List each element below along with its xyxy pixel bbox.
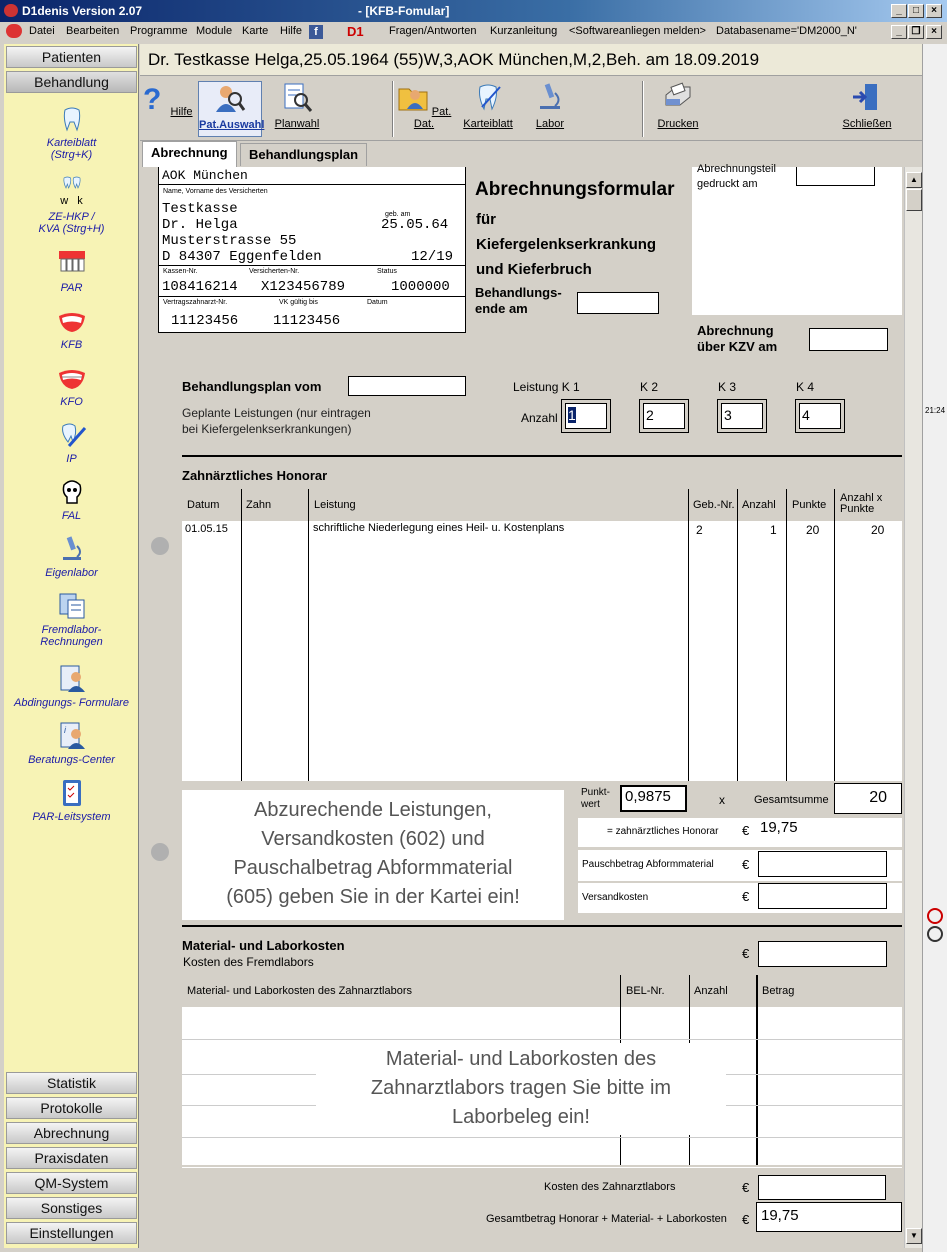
punktwert-label: Punkt- wert [581, 787, 610, 810]
gesamtsumme-value: 20 [834, 783, 902, 814]
punch-hole-icon [151, 537, 169, 555]
consultant-icon [57, 721, 87, 751]
pauschal-input[interactable] [758, 851, 887, 877]
k3-value: 3 [721, 403, 763, 429]
sidebar-item-par[interactable]: PAR [4, 249, 139, 294]
menu-programme[interactable]: Programme [130, 25, 188, 37]
versand-label: Versandkosten [582, 892, 649, 903]
row-punkte: 20 [806, 523, 820, 537]
card-status-label: Status [377, 268, 397, 275]
col-datum: Datum [187, 499, 220, 511]
sidebar-patienten-button[interactable]: Patienten [6, 46, 137, 68]
euro-sign-5: € [742, 1180, 750, 1195]
toolbar-separator-2 [642, 81, 644, 137]
skull-icon [57, 477, 87, 507]
braces-mouth-icon [57, 363, 87, 393]
menu-fragen[interactable]: Fragen/Antworten [389, 25, 477, 37]
sidebar-item-beratungs[interactable]: i Beratungs-Center [4, 721, 139, 766]
sidebar-item-eigenlabor[interactable]: Eigenlabor [4, 534, 139, 579]
card-vk-label: VK gültig bis [279, 299, 318, 306]
database-name: Databasename='DM2000_N' [716, 25, 857, 37]
title-bar [0, 0, 947, 22]
fremdlabor-input[interactable] [758, 941, 887, 967]
menu-hilfe[interactable]: Hilfe [280, 25, 303, 37]
sidebar-einstellungen-button[interactable]: Einstellungen [6, 1222, 137, 1244]
kosten-zahnarztlabor-label: Kosten des Zahnarztlabors [544, 1181, 676, 1193]
sidebar-statistik-button[interactable]: Statistik [6, 1072, 137, 1094]
document-title: - [KFB-Fomular] [358, 4, 450, 18]
app-title: D1denis Version 2.07 [22, 4, 143, 18]
form-subtitle [476, 207, 656, 282]
exit-door-icon [851, 81, 883, 113]
material-title: Material- und Laborkosten [182, 938, 345, 953]
menu-module[interactable]: Module [196, 25, 233, 37]
tooth-icon [57, 104, 87, 134]
card-line4: D 84307 Eggenfelden [162, 249, 322, 265]
printer-icon [662, 81, 694, 113]
menu-karte[interactable]: Karte [242, 25, 269, 37]
versand-input[interactable] [758, 883, 887, 909]
k2-label: K 2 [640, 380, 659, 394]
leistung-k1-label: Leistung K 1 [513, 380, 580, 394]
k1-field[interactable] [561, 399, 611, 433]
doc-close-button[interactable]: × [926, 25, 942, 39]
gesamtsumme-label: Gesamtsumme [754, 794, 829, 806]
card-vers-nr: X123456789 [261, 279, 346, 295]
beh-ende-input[interactable] [577, 292, 659, 314]
plan-vom-input[interactable] [348, 376, 466, 396]
euro-sign-3: € [742, 889, 750, 904]
gedruckt-input[interactable] [796, 167, 875, 186]
col-mat-anzahl: Anzahl [694, 985, 728, 997]
gesamtbetrag-value: 19,75 [756, 1202, 902, 1232]
honorar-title: Zahnärztliches Honorar [182, 468, 328, 483]
form-sub1: für [476, 211, 496, 228]
patient-header: Dr. Testkasse Helga,25.05.1964 (55)W,3,AOK München,M,2,Beh. am 18.09.2019 [140, 44, 924, 76]
row-geb: 2 [696, 523, 703, 537]
zahn-honorar-label: = zahnärztliches Honorar [607, 826, 719, 837]
euro-sign-2: € [742, 857, 750, 872]
kfb-form [140, 163, 904, 1248]
maximize-button[interactable]: □ [908, 4, 924, 18]
lab-microscope-icon [534, 81, 566, 113]
svg-text:i: i [63, 725, 66, 735]
card-kassen-label: Kassen-Nr. [163, 268, 198, 275]
app-logo-icon [4, 4, 18, 17]
sidebar-item-kfo[interactable]: KFO [4, 363, 139, 408]
close-button[interactable]: × [926, 4, 942, 18]
k4-label: K 4 [796, 380, 815, 394]
k2-field[interactable] [639, 399, 689, 433]
honorar-table [182, 489, 902, 781]
toolbar [140, 77, 924, 141]
menu-softwareanliegen[interactable]: <Softwareanliegen melden> [569, 25, 706, 37]
patient-search-icon [214, 82, 246, 114]
col-geb-nr: Geb.-Nr. [693, 499, 735, 511]
minimize-button[interactable]: _ [891, 4, 907, 18]
planwahl-button[interactable]: Planwahl [267, 81, 327, 130]
checklist-icon [57, 778, 87, 808]
card-vertrag-nr: 11123456 [171, 313, 239, 329]
app-menu-icon[interactable] [6, 24, 22, 38]
sidebar-protokolle-button[interactable]: Protokolle [6, 1097, 137, 1119]
scroll-up-button[interactable]: ▲ [906, 172, 922, 188]
menu-bar [0, 22, 947, 42]
gedruckt-top-label: Abrechnungsteil [697, 163, 776, 175]
facebook-icon[interactable]: f [309, 25, 323, 39]
toothbrush-icon [57, 420, 87, 450]
card-status: 1000000 [391, 279, 450, 295]
sidebar-praxisdaten-button[interactable]: Praxisdaten [6, 1147, 137, 1169]
doc-minimize-button[interactable]: _ [891, 25, 907, 39]
k2-value: 2 [643, 403, 685, 429]
material-note: Material- und Laborkosten des Zahnarztlabors tragen Sie bitte im Laborbeleg ein! [316, 1043, 726, 1135]
zahn-honorar-value: 19,75 [760, 819, 798, 836]
k3-label: K 3 [718, 380, 737, 394]
card-gebam-label: geb. am [385, 211, 411, 218]
card-line3: Musterstrasse 55 [162, 233, 297, 249]
col-anzahl-punkte: Anzahl x Punkte [840, 492, 883, 515]
punktwert-input[interactable]: 0,9875 [620, 785, 687, 812]
card-vk: 11123456 [273, 313, 341, 329]
col-material: Material- und Laborkosten des Zahnarztlabors [187, 985, 413, 997]
scroll-thumb[interactable] [906, 189, 922, 211]
sidebar-item-karteiblatt[interactable]: Karteiblatt (Strg+K) [4, 104, 139, 161]
k3-field[interactable] [717, 399, 767, 433]
table-row[interactable] [182, 522, 902, 538]
gedruckt-label: gedruckt am [697, 178, 758, 190]
honorar-note: Abzurechende Leistungen, Versandkosten (602) und Pauschalbetrag Abformmaterial (605) geben Sie in der Kartei ein! [182, 790, 564, 920]
sidebar-behandlung-button[interactable]: Behandlung [6, 71, 137, 93]
geplant-label: Geplante Leistungen (nur eintragen bei Kiefergelenkserkrankungen) [182, 406, 371, 436]
sidebar [4, 44, 139, 1248]
card-line1: Testkasse [162, 201, 238, 217]
sidebar-item-par-leitsystem[interactable]: PAR-Leitsystem [4, 778, 139, 823]
k1-value: 1 [568, 407, 576, 423]
sidebar-item-ze-hkp[interactable]: w k ZE-HKP / KVA (Strg+H) [4, 176, 139, 235]
beh-ende-label: Behandlungs- ende am [475, 285, 562, 316]
drucken-button[interactable]: Drucken [648, 81, 708, 130]
euro-sign: € [742, 823, 750, 838]
person-document-icon [57, 664, 87, 694]
help-icon [135, 81, 167, 116]
sidebar-item-ip[interactable]: IP [4, 420, 139, 465]
doc-restore-button[interactable]: ❐ [908, 25, 924, 39]
k4-value: 4 [799, 403, 841, 429]
patient-folder-icon [397, 81, 429, 113]
tab-behandlungsplan[interactable]: Behandlungsplan [240, 143, 367, 166]
col-betrag: Betrag [762, 985, 795, 997]
sidebar-item-abdingungs[interactable]: Abdingungs- Formulare [4, 664, 139, 709]
clock-time: 21:24 [925, 406, 946, 415]
card-kasse: AOK München [162, 168, 248, 183]
sidebar-item-fremdlabor[interactable]: Fremdlabor-Rechnungen [4, 591, 139, 648]
form-title: Abrechnungsformular [475, 179, 675, 200]
multiply-sign: x [719, 793, 725, 807]
col-anzahl: Anzahl [742, 499, 776, 511]
col-zahn: Zahn [246, 499, 272, 511]
vertical-scrollbar[interactable] [904, 167, 922, 1248]
tab-abrechnung[interactable]: Abrechnung [142, 141, 237, 167]
right-strip [922, 44, 947, 1252]
row-datum: 01.05.15 [185, 523, 228, 535]
plan-vom-label: Behandlungsplan vom [182, 379, 322, 394]
form-sub2: Kiefergelenkserkrankung [476, 236, 657, 253]
sidebar-item-kfb[interactable]: KFB [4, 306, 139, 351]
sidebar-qm-system-button[interactable]: QM-System [6, 1172, 137, 1194]
punch-hole-icon-2 [151, 843, 169, 861]
pauschal-label: Pauschbetrag Abformmaterial [582, 859, 714, 870]
hilfe-button[interactable]: ? Hilfe [134, 81, 194, 118]
gesamtbetrag-label: Gesamtbetrag Honorar + Material- + Laborkosten [486, 1213, 727, 1225]
col-leistung: Leistung [314, 499, 356, 511]
karteiblatt-button[interactable]: Karteiblatt [458, 81, 518, 130]
card-vertrag-label: Vertragszahnarzt-Nr. [163, 299, 228, 306]
svg-text:?: ? [143, 83, 162, 116]
tab-bar [140, 141, 924, 167]
card-name-label: Name, Vorname des Versicherten [163, 188, 268, 195]
card-line2: Dr. Helga [162, 217, 238, 233]
clock-icon[interactable] [927, 926, 943, 942]
pat-dat-button[interactable]: Pat. Dat. [394, 81, 454, 130]
kzv-label: Abrechnung über KZV am [697, 323, 778, 354]
menu-bearbeiten[interactable]: Bearbeiten [66, 25, 120, 37]
tooth-card-icon [472, 81, 504, 113]
scroll-down-button[interactable]: ▼ [906, 1228, 922, 1244]
anzahl-label: Anzahl [521, 411, 558, 425]
card-datum-label: Datum [367, 299, 388, 306]
k4-field[interactable] [795, 399, 845, 433]
divider [182, 455, 902, 457]
alarm-clock-icon[interactable] [927, 908, 943, 924]
kzv-input[interactable] [809, 328, 888, 351]
par-teeth-icon [57, 249, 87, 279]
labor-button[interactable]: Labor [520, 81, 580, 130]
divider-2 [182, 925, 902, 927]
material-subtitle: Kosten des Fremdlabors [183, 955, 314, 969]
row-anzahl: 1 [770, 523, 777, 537]
form-sub3: und Kieferbruch [476, 261, 592, 278]
euro-sign-6: € [742, 1212, 750, 1227]
card-vers-label: Versicherten-Nr. [249, 268, 300, 275]
col-punkte: Punkte [792, 499, 827, 511]
menu-datei[interactable]: Datei [29, 25, 55, 37]
gedruckt-box [692, 163, 902, 315]
euro-sign-4: € [742, 946, 750, 961]
schliessen-button[interactable]: Schließen [837, 81, 897, 130]
card-geb: 25.05.64 [381, 217, 449, 233]
insurance-card [158, 167, 466, 333]
sidebar-sonstiges-button[interactable]: Sonstiges [6, 1197, 137, 1219]
mouth-icon [57, 306, 87, 336]
sidebar-abrechnung-button[interactable]: Abrechnung [6, 1122, 137, 1144]
row-summe: 20 [871, 523, 885, 537]
d1-logo-icon: D1 [347, 24, 364, 39]
row-leistung: schriftliche Niederlegung eines Heil- u. Kostenplans [313, 522, 565, 534]
col-bel-nr: BEL-Nr. [626, 985, 665, 997]
pat-auswahl-button[interactable]: Pat.Auswahl [198, 81, 262, 137]
lab-invoice-icon [57, 591, 87, 621]
card-valid: 12/19 [411, 249, 454, 265]
menu-kurzanleitung[interactable]: Kurzanleitung [490, 25, 558, 37]
card-kassen-nr: 108416214 [162, 279, 238, 295]
kosten-zahnarztlabor-input[interactable] [758, 1175, 886, 1200]
teeth-pair-icon [57, 176, 87, 196]
sidebar-item-fal[interactable]: FAL [4, 477, 139, 522]
plan-search-icon [281, 81, 313, 113]
microscope-icon [57, 534, 87, 564]
